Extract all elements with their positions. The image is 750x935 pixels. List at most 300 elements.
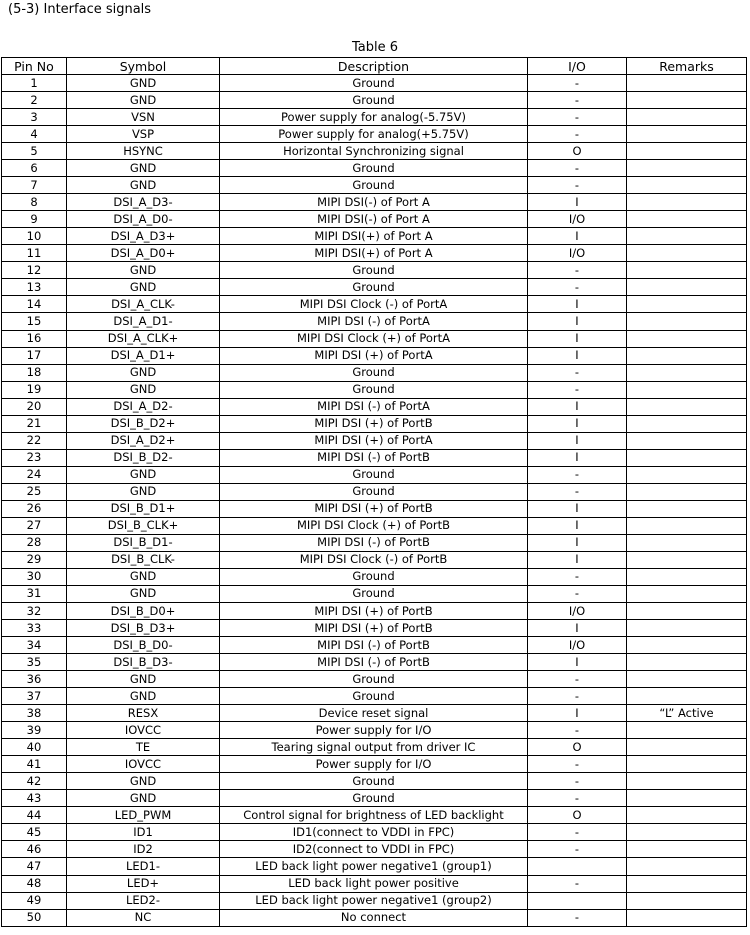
io-cell: - [528,756,627,773]
symbol-cell: ID1 [67,824,220,841]
table-row [2,109,747,126]
pin-number-cell: 18 [2,364,67,381]
symbol-cell: DSI_A_D1+ [67,347,220,364]
table-row [2,194,747,211]
table-header-row [2,58,747,75]
table-row [2,534,747,551]
remarks-cell [627,688,747,705]
symbol-cell: GND [67,92,220,109]
remarks-cell [627,603,747,620]
symbol-cell: GND [67,160,220,177]
remarks-cell [627,398,747,415]
io-cell: I [528,313,627,330]
remarks-cell [627,143,747,160]
description-cell: No connect [220,909,528,926]
remarks-cell [627,773,747,790]
remarks-cell [627,364,747,381]
io-cell: - [528,75,627,92]
table-row [2,773,747,790]
symbol-cell: NC [67,909,220,926]
io-cell: - [528,671,627,688]
symbol-cell: GND [67,688,220,705]
table-row [2,722,747,739]
io-cell: - [528,875,627,892]
io-cell: I [528,228,627,245]
io-cell: I/O [528,603,627,620]
io-cell: - [528,688,627,705]
remarks-cell [627,296,747,313]
symbol-cell: DSI_B_D1+ [67,500,220,517]
symbol-cell: GND [67,466,220,483]
table-row [2,245,747,262]
io-cell: I [528,347,627,364]
description-cell: MIPI DSI (+) of PortB [220,603,528,620]
remarks-cell [627,177,747,194]
description-cell: MIPI DSI(+) of Port A [220,228,528,245]
io-cell: - [528,790,627,807]
table-row [2,892,747,909]
symbol-cell: DSI_B_D0+ [67,603,220,620]
pin-number-cell: 44 [2,807,67,824]
pin-number-cell: 20 [2,398,67,415]
description-cell: Ground [220,466,528,483]
description-cell: Ground [220,381,528,398]
description-cell: MIPI DSI (-) of PortB [220,534,528,551]
pin-number-cell: 33 [2,620,67,637]
pin-number-cell: 6 [2,160,67,177]
header-pin-no: Pin No [2,58,67,75]
symbol-cell: DSI_A_D0+ [67,245,220,262]
table-body [2,75,747,927]
io-cell: - [528,585,627,602]
symbol-cell: DSI_A_CLK- [67,296,220,313]
pin-number-cell: 13 [2,279,67,296]
description-cell: Ground [220,568,528,585]
io-cell: I/O [528,637,627,654]
description-cell: MIPI DSI (+) of PortB [220,415,528,432]
pin-number-cell: 36 [2,671,67,688]
io-cell [528,892,627,909]
table-row [2,415,747,432]
description-cell: MIPI DSI (+) of PortB [220,500,528,517]
table-row [2,313,747,330]
pin-number-cell: 31 [2,585,67,602]
pin-number-cell: 41 [2,756,67,773]
io-cell: - [528,773,627,790]
description-cell: Tearing signal output from driver IC [220,739,528,756]
description-cell: Power supply for analog(+5.75V) [220,126,528,143]
symbol-cell: DSI_B_D1- [67,534,220,551]
remarks-cell [627,824,747,841]
pin-number-cell: 1 [2,75,67,92]
header-remarks: Remarks [627,58,747,75]
symbol-cell: LED2- [67,892,220,909]
description-cell: ID1(connect to VDDI in FPC) [220,824,528,841]
table-row [2,671,747,688]
io-cell: O [528,807,627,824]
description-cell: Ground [220,160,528,177]
description-cell: ID2(connect to VDDI in FPC) [220,841,528,858]
remarks-cell [627,875,747,892]
symbol-cell: DSI_B_CLK+ [67,517,220,534]
io-cell: I [528,654,627,671]
pin-number-cell: 17 [2,347,67,364]
symbol-cell: GND [67,279,220,296]
pin-number-cell: 30 [2,568,67,585]
symbol-cell: VSP [67,126,220,143]
description-cell: Ground [220,688,528,705]
pin-number-cell: 42 [2,773,67,790]
table-row [2,705,747,722]
io-cell: I [528,296,627,313]
pin-number-cell: 48 [2,875,67,892]
symbol-cell: DSI_A_D3+ [67,228,220,245]
table-row [2,449,747,466]
description-cell: Control signal for brightness of LED backlight [220,807,528,824]
io-cell: - [528,483,627,500]
io-cell: - [528,160,627,177]
remarks-cell [627,279,747,296]
table-row [2,500,747,517]
io-cell: I [528,432,627,449]
table-row [2,585,747,602]
table-row [2,909,747,926]
io-cell: I/O [528,245,627,262]
table-row [2,381,747,398]
header-symbol: Symbol [67,58,220,75]
io-cell: I [528,398,627,415]
pin-number-cell: 29 [2,551,67,568]
description-cell: MIPI DSI (-) of PortA [220,313,528,330]
io-cell: - [528,381,627,398]
table-row [2,262,747,279]
remarks-cell [627,432,747,449]
description-cell: MIPI DSI (+) of PortA [220,347,528,364]
symbol-cell: RESX [67,705,220,722]
io-cell: I [528,330,627,347]
table-row [2,483,747,500]
table-row [2,279,747,296]
remarks-cell [627,109,747,126]
interface-signals-table [1,57,747,927]
io-cell: - [528,841,627,858]
symbol-cell: DSI_A_D2+ [67,432,220,449]
pin-number-cell: 26 [2,500,67,517]
description-cell: Power supply for analog(-5.75V) [220,109,528,126]
io-cell: - [528,262,627,279]
symbol-cell: GND [67,483,220,500]
table-row [2,756,747,773]
description-cell: LED back light power positive [220,875,528,892]
pin-number-cell: 24 [2,466,67,483]
table-row [2,688,747,705]
symbol-cell: DSI_B_D2- [67,449,220,466]
pin-number-cell: 3 [2,109,67,126]
symbol-cell: IOVCC [67,722,220,739]
pin-number-cell: 46 [2,841,67,858]
description-cell: Horizontal Synchronizing signal [220,143,528,160]
symbol-cell: ID2 [67,841,220,858]
description-cell: MIPI DSI Clock (-) of PortA [220,296,528,313]
pin-number-cell: 45 [2,824,67,841]
symbol-cell: GND [67,262,220,279]
description-cell: Ground [220,364,528,381]
remarks-cell [627,551,747,568]
io-cell: I [528,449,627,466]
io-cell: I [528,415,627,432]
io-cell: - [528,909,627,926]
description-cell: MIPI DSI (-) of PortA [220,398,528,415]
remarks-cell [627,739,747,756]
table-row [2,603,747,620]
io-cell: I [528,534,627,551]
table-row [2,143,747,160]
table-row [2,177,747,194]
pin-number-cell: 9 [2,211,67,228]
pin-number-cell: 32 [2,603,67,620]
pin-number-cell: 21 [2,415,67,432]
remarks-cell [627,790,747,807]
pin-number-cell: 38 [2,705,67,722]
header-io: I/O [528,58,627,75]
description-cell: Ground [220,585,528,602]
pin-number-cell: 47 [2,858,67,875]
pin-number-cell: 39 [2,722,67,739]
symbol-cell: GND [67,381,220,398]
io-cell: I [528,551,627,568]
io-cell: I/O [528,211,627,228]
table-row [2,364,747,381]
pin-number-cell: 16 [2,330,67,347]
table-row [2,92,747,109]
io-cell: - [528,126,627,143]
pin-number-cell: 19 [2,381,67,398]
io-cell: I [528,705,627,722]
symbol-cell: VSN [67,109,220,126]
table-row [2,551,747,568]
remarks-cell [627,483,747,500]
remarks-cell [627,671,747,688]
table-row [2,875,747,892]
description-cell: Ground [220,773,528,790]
remarks-cell [627,654,747,671]
table-row [2,517,747,534]
table-row [2,160,747,177]
table-row [2,790,747,807]
description-cell: Power supply for I/O [220,756,528,773]
table-row [2,228,747,245]
symbol-cell: DSI_A_D1- [67,313,220,330]
table-row [2,568,747,585]
symbol-cell: LED+ [67,875,220,892]
symbol-cell: DSI_A_D2- [67,398,220,415]
remarks-cell [627,858,747,875]
remarks-cell [627,585,747,602]
symbol-cell: DSI_A_D3- [67,194,220,211]
remarks-cell [627,807,747,824]
description-cell: MIPI DSI (+) of PortA [220,432,528,449]
symbol-cell: GND [67,568,220,585]
table-row [2,637,747,654]
table-row [2,398,747,415]
pin-number-cell: 4 [2,126,67,143]
io-cell: I [528,500,627,517]
symbol-cell: GND [67,773,220,790]
table-row [2,126,747,143]
io-cell: - [528,279,627,296]
pin-number-cell: 49 [2,892,67,909]
remarks-cell [627,722,747,739]
remarks-cell [627,500,747,517]
description-cell: MIPI DSI(-) of Port A [220,194,528,211]
pin-number-cell: 15 [2,313,67,330]
table-row [2,296,747,313]
symbol-cell: HSYNC [67,143,220,160]
description-cell: Ground [220,483,528,500]
description-cell: Device reset signal [220,705,528,722]
table-row [2,841,747,858]
io-cell: - [528,568,627,585]
remarks-cell [627,909,747,926]
symbol-cell: GND [67,585,220,602]
pin-number-cell: 34 [2,637,67,654]
remarks-cell: “L” Active [627,705,747,722]
remarks-cell [627,381,747,398]
symbol-cell: DSI_B_D2+ [67,415,220,432]
table-row [2,739,747,756]
remarks-cell [627,245,747,262]
table-row [2,654,747,671]
pin-number-cell: 22 [2,432,67,449]
io-cell: O [528,143,627,160]
description-cell: Ground [220,262,528,279]
table-caption: Table 6 [351,40,399,55]
symbol-cell: DSI_A_D0- [67,211,220,228]
description-cell: Ground [220,75,528,92]
remarks-cell [627,637,747,654]
io-cell: I [528,517,627,534]
remarks-cell [627,126,747,143]
description-cell: MIPI DSI Clock (-) of PortB [220,551,528,568]
remarks-cell [627,756,747,773]
pin-number-cell: 11 [2,245,67,262]
table-row [2,858,747,875]
pin-number-cell: 50 [2,909,67,926]
pin-number-cell: 8 [2,194,67,211]
description-cell: Ground [220,92,528,109]
io-cell: I [528,620,627,637]
remarks-cell [627,228,747,245]
io-cell: O [528,739,627,756]
io-cell: - [528,177,627,194]
symbol-cell: LED1- [67,858,220,875]
pin-number-cell: 40 [2,739,67,756]
remarks-cell [627,568,747,585]
description-cell: MIPI DSI Clock (+) of PortB [220,517,528,534]
pin-number-cell: 25 [2,483,67,500]
remarks-cell [627,841,747,858]
remarks-cell [627,313,747,330]
remarks-cell [627,466,747,483]
table-row [2,466,747,483]
symbol-cell: GND [67,671,220,688]
pin-number-cell: 28 [2,534,67,551]
io-cell: - [528,824,627,841]
section-heading: (5-3) Interface signals [8,2,152,17]
remarks-cell [627,262,747,279]
io-cell: - [528,109,627,126]
description-cell: MIPI DSI(-) of Port A [220,211,528,228]
remarks-cell [627,449,747,466]
table-row [2,807,747,824]
remarks-cell [627,347,747,364]
header-description: Description [220,58,528,75]
description-cell: MIPI DSI (-) of PortB [220,654,528,671]
pin-number-cell: 10 [2,228,67,245]
description-cell: LED back light power negative1 (group2) [220,892,528,909]
pin-number-cell: 12 [2,262,67,279]
remarks-cell [627,75,747,92]
symbol-cell: GND [67,75,220,92]
remarks-cell [627,330,747,347]
description-cell: MIPI DSI Clock (+) of PortA [220,330,528,347]
pin-number-cell: 35 [2,654,67,671]
description-cell: Ground [220,279,528,296]
pin-number-cell: 43 [2,790,67,807]
remarks-cell [627,415,747,432]
remarks-cell [627,534,747,551]
symbol-cell: IOVCC [67,756,220,773]
table-row [2,75,747,92]
io-cell: - [528,722,627,739]
description-cell: Ground [220,177,528,194]
io-cell [528,858,627,875]
description-cell: MIPI DSI (-) of PortB [220,637,528,654]
table-row [2,432,747,449]
description-cell: Power supply for I/O [220,722,528,739]
table-row [2,347,747,364]
io-cell: - [528,466,627,483]
pin-number-cell: 2 [2,92,67,109]
description-cell: MIPI DSI (-) of PortB [220,449,528,466]
io-cell: - [528,364,627,381]
symbol-cell: DSI_B_D3+ [67,620,220,637]
remarks-cell [627,211,747,228]
table-row [2,824,747,841]
symbol-cell: TE [67,739,220,756]
remarks-cell [627,92,747,109]
description-cell: LED back light power negative1 (group1) [220,858,528,875]
remarks-cell [627,160,747,177]
pin-number-cell: 37 [2,688,67,705]
symbol-cell: GND [67,364,220,381]
pin-number-cell: 7 [2,177,67,194]
description-cell: MIPI DSI (+) of PortB [220,620,528,637]
remarks-cell [627,517,747,534]
table-row [2,620,747,637]
symbol-cell: DSI_A_CLK+ [67,330,220,347]
table-row [2,211,747,228]
symbol-cell: GND [67,177,220,194]
description-cell: Ground [220,671,528,688]
remarks-cell [627,892,747,909]
description-cell: MIPI DSI(+) of Port A [220,245,528,262]
symbol-cell: GND [67,790,220,807]
symbol-cell: DSI_B_D3- [67,654,220,671]
symbol-cell: DSI_B_CLK- [67,551,220,568]
symbol-cell: DSI_B_D0- [67,637,220,654]
remarks-cell [627,620,747,637]
